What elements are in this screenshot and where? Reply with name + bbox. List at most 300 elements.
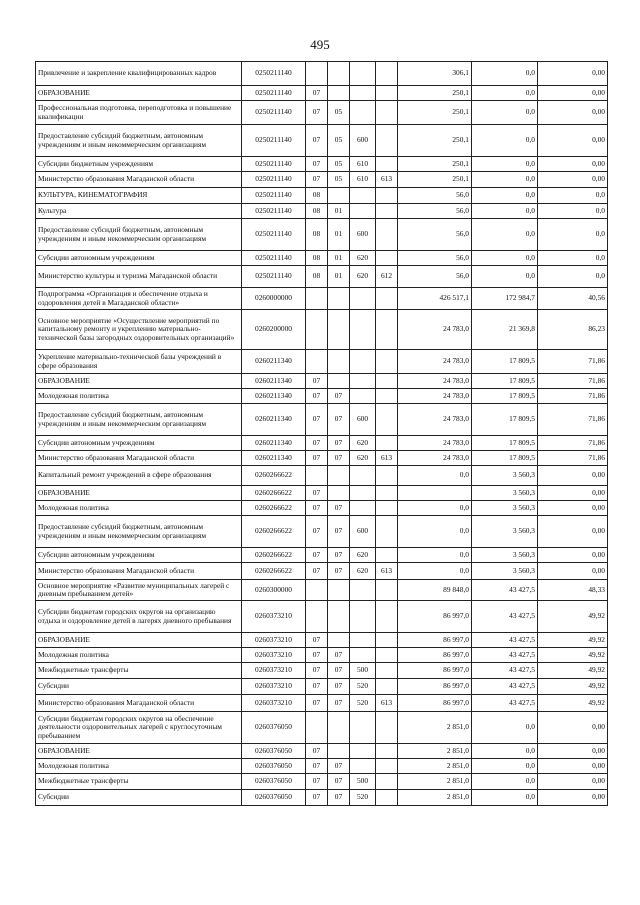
subsection-cell	[328, 350, 350, 374]
plan-amount-cell: 24 783,0	[398, 404, 472, 436]
target-code-cell: 0250211140	[242, 172, 306, 188]
executed-amount-cell: 17 809,5	[472, 350, 538, 374]
expense-type-cell	[350, 62, 376, 86]
plan-amount-cell: 86 997,0	[398, 633, 472, 648]
section-cell: 07	[306, 563, 328, 580]
administrator-cell	[376, 663, 398, 679]
executed-amount-cell: 17 809,5	[472, 451, 538, 466]
expense-type-cell	[350, 648, 376, 663]
section-cell	[306, 288, 328, 310]
section-cell: 07	[306, 389, 328, 404]
row-name-cell: Предоставление субсидий бюджетным, автономным учреждениям и иным некоммерческим организациям	[36, 219, 242, 251]
target-code-cell: 0260211340	[242, 451, 306, 466]
percent-cell: 0,00	[538, 486, 608, 501]
subsection-cell: 07	[328, 548, 350, 563]
plan-amount-cell: 250,1	[398, 157, 472, 172]
table-row	[36, 679, 608, 695]
administrator-cell	[376, 679, 398, 695]
administrator-cell	[376, 501, 398, 516]
section-cell: 07	[306, 790, 328, 806]
plan-amount-cell: 86 997,0	[398, 679, 472, 695]
executed-amount-cell: 43 427,5	[472, 648, 538, 663]
executed-amount-cell: 0,0	[472, 125, 538, 157]
plan-amount-cell: 89 848,0	[398, 580, 472, 601]
executed-amount-cell: 3 560,3	[472, 548, 538, 563]
section-cell: 08	[306, 204, 328, 219]
expense-type-cell	[350, 486, 376, 501]
table-row	[36, 288, 608, 310]
table-row	[36, 172, 608, 188]
subsection-cell	[328, 633, 350, 648]
percent-cell: 0,0	[538, 219, 608, 251]
table-row	[36, 404, 608, 436]
target-code-cell: 0260300000	[242, 580, 306, 601]
plan-amount-cell: 24 783,0	[398, 374, 472, 389]
row-name-cell: Субсидии автономным учреждениям	[36, 548, 242, 563]
percent-cell: 0,00	[538, 62, 608, 86]
executed-amount-cell: 0,0	[472, 86, 538, 101]
section-cell: 07	[306, 125, 328, 157]
percent-cell: 0,0	[538, 188, 608, 204]
administrator-cell	[376, 633, 398, 648]
section-cell: 07	[306, 695, 328, 712]
subsection-cell: 07	[328, 516, 350, 548]
table-row	[36, 695, 608, 712]
percent-cell: 71,86	[538, 350, 608, 374]
row-name-cell: Молодежная политика	[36, 648, 242, 663]
plan-amount-cell: 2 851,0	[398, 712, 472, 744]
percent-cell: 49,92	[538, 633, 608, 648]
plan-amount-cell: 56,0	[398, 219, 472, 251]
target-code-cell: 0250211140	[242, 125, 306, 157]
section-cell: 08	[306, 266, 328, 288]
table-row	[36, 759, 608, 774]
subsection-cell: 07	[328, 389, 350, 404]
section-cell: 07	[306, 86, 328, 101]
percent-cell: 71,86	[538, 389, 608, 404]
administrator-cell	[376, 774, 398, 790]
table-row	[36, 101, 608, 125]
row-name-cell: Предоставление субсидий бюджетным, автономным учреждениям и иным некоммерческим организациям	[36, 125, 242, 157]
expense-type-cell	[350, 374, 376, 389]
percent-cell: 0,00	[538, 172, 608, 188]
percent-cell: 49,92	[538, 601, 608, 633]
administrator-cell: 612	[376, 266, 398, 288]
target-code-cell: 0250211140	[242, 157, 306, 172]
plan-amount-cell: 2 851,0	[398, 790, 472, 806]
percent-cell: 71,86	[538, 404, 608, 436]
table-row	[36, 389, 608, 404]
administrator-cell	[376, 86, 398, 101]
subsection-cell: 07	[328, 663, 350, 679]
target-code-cell: 0260211340	[242, 374, 306, 389]
subsection-cell: 01	[328, 219, 350, 251]
executed-amount-cell: 0,0	[472, 157, 538, 172]
executed-amount-cell: 17 809,5	[472, 389, 538, 404]
table-row	[36, 486, 608, 501]
row-name-cell: Межбюджетные трансферты	[36, 774, 242, 790]
executed-amount-cell: 17 809,5	[472, 404, 538, 436]
percent-cell: 71,86	[538, 436, 608, 451]
expense-type-cell: 520	[350, 695, 376, 712]
row-name-cell: Субсидии	[36, 679, 242, 695]
plan-amount-cell: 0,0	[398, 466, 472, 486]
executed-amount-cell: 0,0	[472, 759, 538, 774]
plan-amount-cell: 0,0	[398, 516, 472, 548]
table-row	[36, 663, 608, 679]
percent-cell: 0,0	[538, 266, 608, 288]
expense-type-cell	[350, 204, 376, 219]
executed-amount-cell: 43 427,5	[472, 663, 538, 679]
target-code-cell: 0260373210	[242, 679, 306, 695]
administrator-cell	[376, 744, 398, 759]
administrator-cell: 613	[376, 695, 398, 712]
section-cell	[306, 601, 328, 633]
expense-type-cell: 620	[350, 451, 376, 466]
executed-amount-cell: 0,0	[472, 204, 538, 219]
table-row	[36, 86, 608, 101]
row-name-cell: ОБРАЗОВАНИЕ	[36, 486, 242, 501]
section-cell: 07	[306, 157, 328, 172]
plan-amount-cell	[398, 486, 472, 501]
percent-cell: 0,00	[538, 86, 608, 101]
administrator-cell	[376, 516, 398, 548]
executed-amount-cell: 0,0	[472, 219, 538, 251]
administrator-cell	[376, 125, 398, 157]
section-cell: 08	[306, 251, 328, 266]
subsection-cell: 07	[328, 451, 350, 466]
section-cell	[306, 712, 328, 744]
executed-amount-cell: 0,0	[472, 744, 538, 759]
plan-amount-cell: 24 783,0	[398, 350, 472, 374]
plan-amount-cell: 0,0	[398, 501, 472, 516]
table-row	[36, 266, 608, 288]
budget-table	[35, 61, 608, 806]
table-row	[36, 648, 608, 663]
subsection-cell	[328, 62, 350, 86]
section-cell: 07	[306, 774, 328, 790]
section-cell: 07	[306, 679, 328, 695]
plan-amount-cell: 24 783,0	[398, 310, 472, 350]
plan-amount-cell: 250,1	[398, 125, 472, 157]
target-code-cell: 0260376050	[242, 774, 306, 790]
target-code-cell: 0260266622	[242, 548, 306, 563]
expense-type-cell	[350, 188, 376, 204]
plan-amount-cell: 426 517,1	[398, 288, 472, 310]
percent-cell: 40,56	[538, 288, 608, 310]
plan-amount-cell: 56,0	[398, 188, 472, 204]
page-number: 495	[310, 37, 330, 52]
expense-type-cell: 600	[350, 404, 376, 436]
subsection-cell: 01	[328, 204, 350, 219]
executed-amount-cell: 43 427,5	[472, 580, 538, 601]
plan-amount-cell: 2 851,0	[398, 744, 472, 759]
section-cell	[306, 350, 328, 374]
expense-type-cell	[350, 310, 376, 350]
row-name-cell: Подпрограмма «Организация и обеспечение отдыха и оздоровления детей в Магаданской области»	[36, 288, 242, 310]
target-code-cell: 0250211140	[242, 86, 306, 101]
row-name-cell: Молодежная политика	[36, 759, 242, 774]
section-cell: 07	[306, 516, 328, 548]
table-row	[36, 744, 608, 759]
plan-amount-cell: 306,1	[398, 62, 472, 86]
target-code-cell: 0260373210	[242, 695, 306, 712]
percent-cell: 49,92	[538, 695, 608, 712]
administrator-cell	[376, 580, 398, 601]
target-code-cell: 0260376050	[242, 790, 306, 806]
row-name-cell: Субсидии	[36, 790, 242, 806]
row-name-cell: Министерство образования Магаданской области	[36, 563, 242, 580]
subsection-cell: 07	[328, 774, 350, 790]
row-name-cell: Субсидии автономным учреждениям	[36, 436, 242, 451]
subsection-cell	[328, 288, 350, 310]
expense-type-cell	[350, 601, 376, 633]
administrator-cell	[376, 466, 398, 486]
expense-type-cell	[350, 466, 376, 486]
executed-amount-cell: 0,0	[472, 172, 538, 188]
row-name-cell: Профессиональная подготовка, переподготовка и повышение квалификации	[36, 101, 242, 125]
administrator-cell	[376, 310, 398, 350]
target-code-cell: 0250211140	[242, 101, 306, 125]
percent-cell: 49,92	[538, 679, 608, 695]
percent-cell: 0,0	[538, 204, 608, 219]
plan-amount-cell: 86 997,0	[398, 695, 472, 712]
target-code-cell: 0260376050	[242, 712, 306, 744]
section-cell: 07	[306, 172, 328, 188]
target-code-cell: 0260266622	[242, 466, 306, 486]
plan-amount-cell: 0,0	[398, 548, 472, 563]
expense-type-cell: 610	[350, 157, 376, 172]
table-row	[36, 516, 608, 548]
administrator-cell	[376, 188, 398, 204]
subsection-cell: 07	[328, 679, 350, 695]
executed-amount-cell: 0,0	[472, 62, 538, 86]
executed-amount-cell: 0,0	[472, 266, 538, 288]
subsection-cell: 07	[328, 695, 350, 712]
row-name-cell: Основное мероприятие «Осуществление мероприятий по капитальному ремонту и укреплению материально-технической базы загородных оздоровительных организаций»	[36, 310, 242, 350]
executed-amount-cell: 43 427,5	[472, 679, 538, 695]
row-name-cell: Межбюджетные трансферты	[36, 663, 242, 679]
section-cell	[306, 310, 328, 350]
plan-amount-cell: 250,1	[398, 86, 472, 101]
table-row	[36, 251, 608, 266]
subsection-cell: 07	[328, 404, 350, 436]
row-name-cell: КУЛЬТУРА, КИНЕМАТОГРАФИЯ	[36, 188, 242, 204]
percent-cell: 71,86	[538, 374, 608, 389]
subsection-cell	[328, 86, 350, 101]
row-name-cell: Министерство образования Магаданской области	[36, 451, 242, 466]
plan-amount-cell: 56,0	[398, 251, 472, 266]
target-code-cell: 0260200000	[242, 310, 306, 350]
subsection-cell: 07	[328, 501, 350, 516]
administrator-cell	[376, 548, 398, 563]
executed-amount-cell: 3 560,3	[472, 486, 538, 501]
table-row	[36, 436, 608, 451]
executed-amount-cell: 0,0	[472, 188, 538, 204]
percent-cell: 0,00	[538, 790, 608, 806]
section-cell	[306, 580, 328, 601]
row-name-cell: ОБРАЗОВАНИЕ	[36, 633, 242, 648]
row-name-cell: Привлечение и закрепление квалифицированных кадров	[36, 62, 242, 86]
expense-type-cell: 500	[350, 663, 376, 679]
expense-type-cell	[350, 759, 376, 774]
plan-amount-cell: 24 783,0	[398, 436, 472, 451]
target-code-cell: 0250211140	[242, 251, 306, 266]
administrator-cell	[376, 374, 398, 389]
expense-type-cell: 500	[350, 774, 376, 790]
executed-amount-cell: 3 560,3	[472, 501, 538, 516]
subsection-cell: 05	[328, 101, 350, 125]
percent-cell: 0,00	[538, 125, 608, 157]
section-cell: 07	[306, 404, 328, 436]
subsection-cell: 07	[328, 759, 350, 774]
target-code-cell: 0260211340	[242, 389, 306, 404]
row-name-cell: ОБРАЗОВАНИЕ	[36, 86, 242, 101]
row-name-cell: Предоставление субсидий бюджетным, автономным учреждениям и иным некоммерческим организациям	[36, 404, 242, 436]
plan-amount-cell: 250,1	[398, 101, 472, 125]
plan-amount-cell: 86 997,0	[398, 648, 472, 663]
expense-type-cell	[350, 288, 376, 310]
administrator-cell	[376, 101, 398, 125]
section-cell: 08	[306, 219, 328, 251]
administrator-cell	[376, 648, 398, 663]
section-cell: 07	[306, 759, 328, 774]
percent-cell: 0,00	[538, 501, 608, 516]
plan-amount-cell: 250,1	[398, 172, 472, 188]
section-cell: 07	[306, 486, 328, 501]
expense-type-cell: 600	[350, 125, 376, 157]
plan-amount-cell: 24 783,0	[398, 451, 472, 466]
executed-amount-cell: 0,0	[472, 251, 538, 266]
administrator-cell	[376, 157, 398, 172]
expense-type-cell: 600	[350, 219, 376, 251]
table-row	[36, 204, 608, 219]
subsection-cell: 01	[328, 251, 350, 266]
expense-type-cell	[350, 86, 376, 101]
percent-cell: 86,23	[538, 310, 608, 350]
plan-amount-cell: 2 851,0	[398, 774, 472, 790]
percent-cell: 71,86	[538, 451, 608, 466]
target-code-cell: 0260373210	[242, 601, 306, 633]
target-code-cell: 0260376050	[242, 759, 306, 774]
table-row	[36, 580, 608, 601]
row-name-cell: Субсидии бюджетным учреждениям	[36, 157, 242, 172]
subsection-cell: 05	[328, 172, 350, 188]
percent-cell: 0,00	[538, 157, 608, 172]
administrator-cell: 613	[376, 172, 398, 188]
administrator-cell	[376, 790, 398, 806]
administrator-cell: 613	[376, 451, 398, 466]
target-code-cell: 0260000000	[242, 288, 306, 310]
row-name-cell: Основное мероприятие «Развитие муниципальных лагерей с дневным пребыванием детей»	[36, 580, 242, 601]
row-name-cell: Капитальный ремонт учреждений в сфере образования	[36, 466, 242, 486]
target-code-cell: 0260211340	[242, 436, 306, 451]
executed-amount-cell: 17 809,5	[472, 436, 538, 451]
subsection-cell	[328, 744, 350, 759]
row-name-cell: Субсидии бюджетам городских округов на организацию отдыха и оздоровление детей в лагерях дневного пребывания	[36, 601, 242, 633]
row-name-cell: Укрепление материально-технической базы учреждений в сфере образования	[36, 350, 242, 374]
expense-type-cell: 600	[350, 516, 376, 548]
expense-type-cell: 620	[350, 436, 376, 451]
section-cell: 07	[306, 648, 328, 663]
table-row	[36, 790, 608, 806]
expense-type-cell	[350, 501, 376, 516]
expense-type-cell: 520	[350, 679, 376, 695]
expense-type-cell	[350, 389, 376, 404]
section-cell: 07	[306, 101, 328, 125]
subsection-cell: 05	[328, 125, 350, 157]
percent-cell: 0,00	[538, 516, 608, 548]
administrator-cell	[376, 204, 398, 219]
subsection-cell	[328, 712, 350, 744]
table-row	[36, 563, 608, 580]
expense-type-cell	[350, 633, 376, 648]
table-row	[36, 451, 608, 466]
subsection-cell	[328, 466, 350, 486]
percent-cell: 49,92	[538, 663, 608, 679]
subsection-cell: 07	[328, 563, 350, 580]
table-row	[36, 310, 608, 350]
administrator-cell	[376, 219, 398, 251]
executed-amount-cell: 3 560,3	[472, 516, 538, 548]
expense-type-cell	[350, 580, 376, 601]
percent-cell: 0,00	[538, 774, 608, 790]
executed-amount-cell: 0,0	[472, 774, 538, 790]
percent-cell: 0,00	[538, 548, 608, 563]
expense-type-cell: 520	[350, 790, 376, 806]
table-row	[36, 466, 608, 486]
section-cell	[306, 62, 328, 86]
executed-amount-cell: 43 427,5	[472, 601, 538, 633]
percent-cell: 49,92	[538, 648, 608, 663]
executed-amount-cell: 172 984,7	[472, 288, 538, 310]
section-cell: 07	[306, 501, 328, 516]
administrator-cell: 613	[376, 563, 398, 580]
row-name-cell: Молодежная политика	[36, 389, 242, 404]
table-row	[36, 350, 608, 374]
administrator-cell	[376, 486, 398, 501]
executed-amount-cell: 0,0	[472, 712, 538, 744]
percent-cell: 0,00	[538, 744, 608, 759]
row-name-cell: Министерство образования Магаданской области	[36, 695, 242, 712]
executed-amount-cell: 3 560,3	[472, 466, 538, 486]
subsection-cell: 07	[328, 790, 350, 806]
target-code-cell: 0260266622	[242, 563, 306, 580]
target-code-cell: 0250211140	[242, 219, 306, 251]
table-row	[36, 601, 608, 633]
row-name-cell: Субсидии автономным учреждениям	[36, 251, 242, 266]
subsection-cell: 05	[328, 157, 350, 172]
row-name-cell: Предоставление субсидий бюджетным, автономным учреждениям и иным некоммерческим организациям	[36, 516, 242, 548]
administrator-cell	[376, 251, 398, 266]
administrator-cell	[376, 62, 398, 86]
section-cell: 08	[306, 188, 328, 204]
expense-type-cell	[350, 101, 376, 125]
plan-amount-cell: 86 997,0	[398, 663, 472, 679]
table-row	[36, 374, 608, 389]
subsection-cell: 01	[328, 266, 350, 288]
expense-type-cell: 620	[350, 251, 376, 266]
expense-type-cell: 610	[350, 172, 376, 188]
row-name-cell: ОБРАЗОВАНИЕ	[36, 744, 242, 759]
plan-amount-cell: 2 851,0	[398, 759, 472, 774]
table-row	[36, 712, 608, 744]
target-code-cell: 0260211340	[242, 350, 306, 374]
subsection-cell: 07	[328, 436, 350, 451]
plan-amount-cell: 24 783,0	[398, 389, 472, 404]
section-cell	[306, 466, 328, 486]
subsection-cell	[328, 601, 350, 633]
